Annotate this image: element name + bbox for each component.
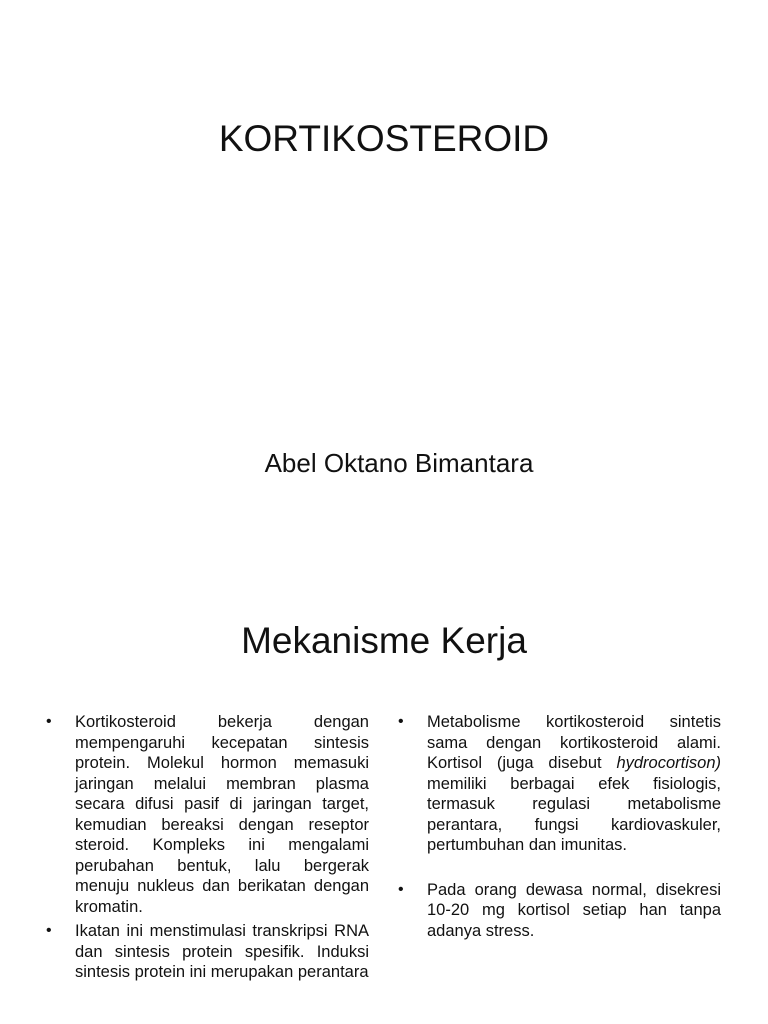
presentation-title: KORTIKOSTEROID <box>218 118 550 159</box>
bullet-item <box>398 712 721 856</box>
bullet-dot-icon: • <box>398 880 404 898</box>
bullet-dot-icon: • <box>46 922 52 939</box>
content-slide <box>0 576 768 1024</box>
bullet-text <box>427 713 721 854</box>
bullet-dot-icon: • <box>398 713 404 730</box>
author-name: Abel Oktano Bimantara <box>264 448 534 478</box>
bullet-dot-icon: • <box>46 713 52 730</box>
bullet-item <box>398 880 721 942</box>
bullet-text: Ikatan ini menstimulasi transkripsi RNA dan sintesis protein spesifik. Induksi sintesis protein ini merupakan perantara <box>75 922 369 981</box>
slide-title: Mekanisme Kerja <box>241 620 527 661</box>
bullet-text: Kortikosteroid bekerja dengan mempengaruhi kecepatan sintesis protein. Molekul hormon memasuki jaringan melalui membran plasma secara difusi pasif di jaringan target, kemudian bereaksi dengan reseptor steroid. Kompleks ini mengalami perubahan bentuk, lalu bergerak menuju nukleus dan berikatan dengan kromatin. <box>75 713 369 916</box>
bullet-item <box>46 921 369 983</box>
right-column <box>398 712 721 945</box>
bullet-item <box>46 712 369 917</box>
bullet-text-italic: hydrocortison) <box>616 754 721 772</box>
bullet-text-part: memiliki berbagai efek fisiologis, termasuk regulasi metabolisme perantara, fungsi kardiovaskuler, pertumbuhan dan imunitas. <box>427 774 721 854</box>
bullet-text: Pada orang dewasa normal, disekresi 10-20 mg kortisol setiap han tanpa adanya stress. <box>427 880 721 940</box>
bullet-text-part: Metabolisme kortikosteroid sintetis sama dengan kortikosteroid alami. Kortisol (juga disebut <box>427 713 721 772</box>
left-column <box>46 712 369 987</box>
